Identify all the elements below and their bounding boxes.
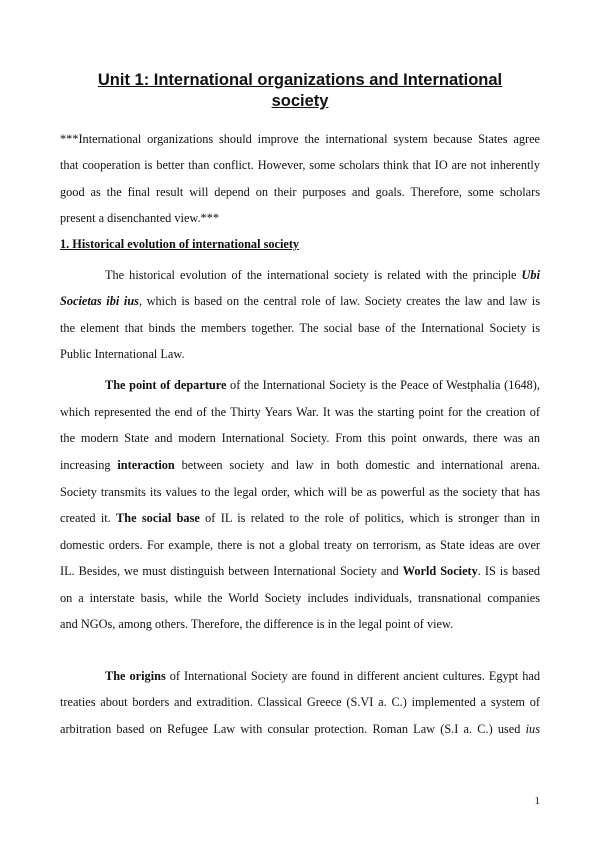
intro-line: that cooperation is better than conflict. However, some scholars think that IO are not inherently [60,158,540,172]
bold-term: The origins [105,669,166,683]
text-run: , which is based on the central role of law. Society creates the law and law is [138,294,540,308]
bold-term: The point of departure [105,378,227,392]
section-heading: 1. Historical evolution of international society [60,237,300,251]
paragraph-line [105,377,540,393]
page-number: 1 [534,795,540,807]
title-line-2: society [271,92,329,110]
text-run: increasing [60,458,118,472]
paragraph-line: on a interstate basis, while the World Society includes individuals, transnational companies [60,591,540,605]
title-line-1: Unit 1: International organizations and International [97,71,503,89]
text-run: between society and law in both domestic and international arena. [174,458,541,472]
text-run: IL. Besides, we must distinguish between International Society and [60,564,403,578]
intro-line: good as the final result will depend on their purposes and goals. Therefore, some scholars [60,185,540,199]
paragraph-line [60,457,540,473]
text-run: of International Society are found in different ancient cultures. Egypt had [165,669,540,683]
paragraph-line [60,563,540,579]
paragraph-line: the modern State and modern International Society. From this point onwards, there was an [60,431,540,445]
italic-term: Societas ibi ius [60,294,139,308]
italic-term: ius [525,722,540,736]
intro-line: present a disenchanted view.*** [60,211,220,225]
text-run: . IS is based [477,564,541,578]
paragraph-line [60,293,540,309]
bold-term: The social base [116,511,200,525]
paragraph-line: treaties about borders and extradition. Classical Greece (S.VI a. C.) implemented a system of [60,695,540,709]
paragraph-line [105,668,540,684]
page-title [60,70,540,112]
paragraph-line: domestic orders. For example, there is not a global treaty on terrorism, as State ideas are over [60,538,540,552]
paragraph-line: which represented the end of the Thirty Years War. It was the starting point for the creation of [60,405,540,419]
text-run: of IL is related to the role of politics, which is stronger than in [199,511,540,525]
paragraph-line: the element that binds the members together. The social base of the International Society is [60,321,540,335]
paragraph-line [60,721,540,737]
paragraph-line: and NGOs, among others. Therefore, the difference is in the legal point of view. [60,617,454,631]
paragraph-line [105,267,540,283]
intro-line: ***International organizations should improve the international system because States agree [60,132,540,146]
bold-term: World Society [402,564,478,578]
paragraph-line: Society transmits its values to the legal order, which will be as powerful as the society that has [60,485,540,499]
text-run: created it. [60,511,117,525]
bold-term: interaction [117,458,175,472]
paragraph-line [60,510,540,526]
text-run: The historical evolution of the international society is related with the principle [105,268,522,282]
paragraph-line: Public International Law. [60,347,185,361]
text-run: arbitration based on Refugee Law with consular protection. Roman Law (S.I a. C.) used [60,722,526,736]
text-run: of the International Society is the Peace of Westphalia (1648), [226,378,540,392]
italic-term: Ubi [521,268,540,282]
